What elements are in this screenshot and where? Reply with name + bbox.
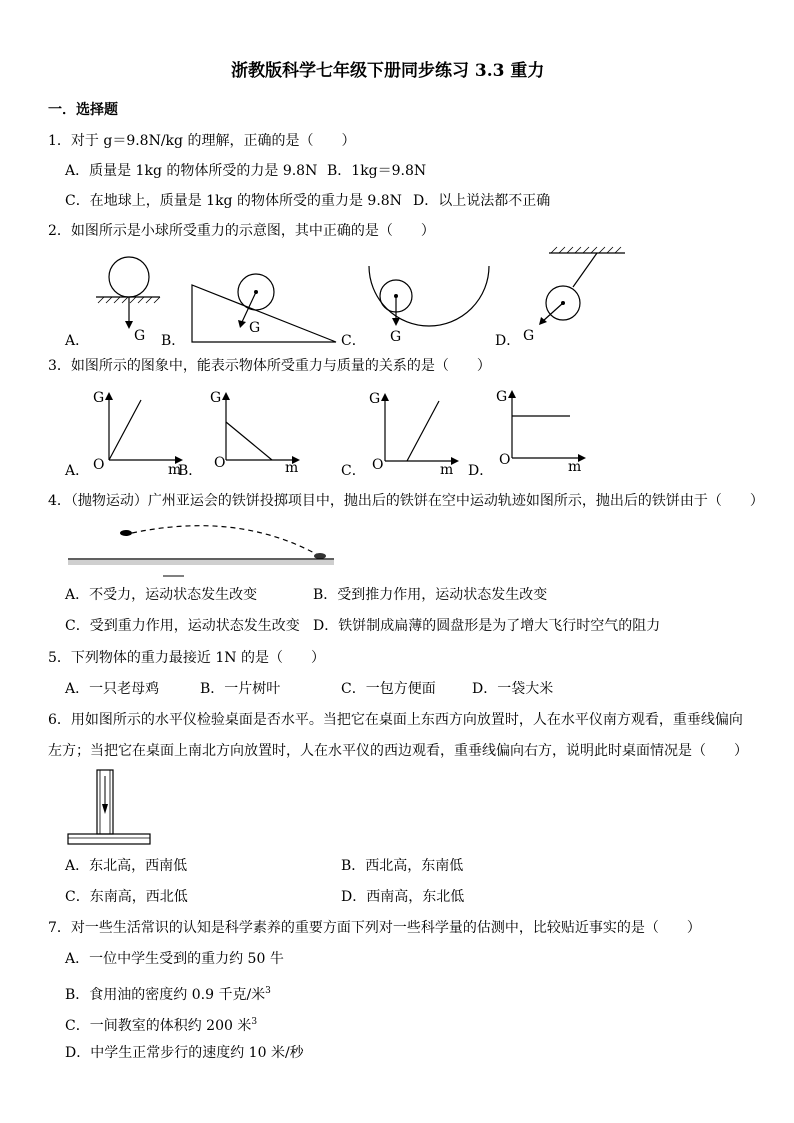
q7-option-b-text: B．食用油的密度约 0.9 千克/米 <box>65 987 266 1003</box>
discus-end <box>314 553 326 559</box>
q7-option-c-text: C．一间教室的体积约 200 米 <box>65 1018 252 1034</box>
q1-stem: 1．对于 g＝9.8N/kg 的理解，正确的是（ ） <box>48 133 356 149</box>
q3-m-c: m <box>440 462 454 478</box>
q1-option-d[interactable]: D．以上说法都不正确 <box>413 193 551 209</box>
q6-option-b[interactable]: B．西北高，东南低 <box>341 858 464 874</box>
q2-g-a: G <box>134 328 146 344</box>
q3-label-a[interactable]: A． <box>65 463 90 479</box>
q3-o-c: O <box>372 457 384 473</box>
q3-g-a: G <box>93 390 105 406</box>
q7-option-c[interactable] <box>65 1014 257 1034</box>
q3-graph-d <box>508 390 588 465</box>
q3-graph-b <box>222 392 302 467</box>
q2-label-d[interactable]: D． <box>495 333 521 349</box>
q3-graph-c <box>381 393 461 468</box>
graph-line <box>226 422 272 460</box>
incline <box>192 285 336 342</box>
q4-option-a[interactable]: A．不受力，运动状态发生改变 <box>65 587 258 603</box>
q7-option-a[interactable]: A．一位中学生受到的重力约 50 牛 <box>65 951 284 967</box>
q3-m-b: m <box>285 460 299 476</box>
q6-option-a[interactable]: A．东北高，西南低 <box>65 858 188 874</box>
graph-line <box>407 401 439 461</box>
q4-stem: 4．（抛物运动）广州亚运会的铁饼投掷项目中，抛出后的铁饼在空中运动轨迹如图所示，抛出后的铁饼由于（ ） <box>48 493 764 509</box>
q3-stem: 3．如图所示的图象中，能表示物体所受重力与质量的关系的是（ ） <box>48 358 491 374</box>
q3-m-a: m <box>168 462 182 478</box>
q3-g-c: G <box>369 391 381 407</box>
q2-label-b[interactable]: B． <box>161 333 186 349</box>
q3-m-d: m <box>568 459 582 475</box>
trajectory <box>132 526 318 555</box>
q5-option-c[interactable]: C．一包方便面 <box>341 681 436 697</box>
q3-graph-a <box>105 392 185 467</box>
q2-stem: 2．如图所示是小球所受重力的示意图，其中正确的是（ ） <box>48 223 435 239</box>
q2-label-c[interactable]: C． <box>341 333 366 349</box>
q2-g-b: G <box>249 320 261 336</box>
q6-option-c[interactable]: C．东南高，西北低 <box>65 889 188 905</box>
q2-figure-a <box>88 255 158 345</box>
q7-option-d[interactable]: D．中学生正常步行的速度约 10 米/秒 <box>65 1045 304 1061</box>
q1-option-b[interactable]: B．1kg＝9.8N <box>327 163 427 179</box>
graph-line <box>109 400 141 460</box>
ball <box>109 257 149 297</box>
q2-label-a[interactable]: A． <box>65 333 90 349</box>
q3-o-b: O <box>214 455 226 471</box>
q6-option-d[interactable]: D．西南高，东北低 <box>341 889 465 905</box>
q3-o-a: O <box>93 457 105 473</box>
q2-g-c: G <box>390 329 402 345</box>
q6-figure-level <box>66 768 156 848</box>
q1-option-c[interactable]: C．在地球上，质量是 1kg 的物体所受的重力是 9.8N <box>65 193 402 209</box>
page-title: 浙教版科学七年级下册同步练习 3.3 重力 <box>231 61 545 81</box>
q5-stem: 5．下列物体的重力最接近 1N 的是（ ） <box>48 650 325 666</box>
section-heading: 一．选择题 <box>48 102 118 118</box>
q3-label-d[interactable]: D． <box>468 463 494 479</box>
q3-o-d: O <box>499 452 511 468</box>
level-base <box>68 834 150 844</box>
q3-label-c[interactable]: C． <box>341 463 366 479</box>
bowl <box>369 266 489 326</box>
q4-option-d[interactable]: D．铁饼制成扁薄的圆盘形是为了增大飞行时空气的阻力 <box>313 618 661 634</box>
q1-option-a[interactable]: A．质量是 1kg 的物体所受的力是 9.8N <box>65 163 318 179</box>
q2-figure-d <box>525 247 635 337</box>
q6-stem-line2: 左方；当把它在桌面上南北方向放置时，人在水平仪的西边观看，重垂线偏向右方，说明此时桌面情况是（ ） <box>48 743 748 759</box>
q7-stem: 7．对一些生活常识的认知是科学素养的重要方面下列对一些科学量的估测中，比较贴近事实的是（ ） <box>48 920 701 936</box>
q3-label-b[interactable]: B． <box>178 463 203 479</box>
q7-option-b[interactable] <box>65 983 271 1003</box>
q7-option-c-sup: 3 <box>251 1017 258 1027</box>
q2-figure-c <box>365 262 495 342</box>
q3-g-d: G <box>496 389 508 405</box>
q4-figure-discus <box>68 525 338 580</box>
q7-option-b-sup: 3 <box>265 986 271 996</box>
q3-g-b: G <box>210 390 222 406</box>
q2-figure-b <box>190 270 340 345</box>
q4-option-b[interactable]: B．受到推力作用，运动状态发生改变 <box>313 587 548 603</box>
q5-option-b[interactable]: B．一片树叶 <box>200 681 281 697</box>
string <box>573 253 597 287</box>
q5-option-d[interactable]: D．一袋大米 <box>472 681 554 697</box>
q6-stem-line1: 6．用如图所示的水平仪检验桌面是否水平。当把它在桌面上东西方向放置时，人在水平仪南方观看，重垂线偏向 <box>48 712 743 728</box>
q4-option-c[interactable]: C．受到重力作用，运动状态发生改变 <box>65 618 300 634</box>
gravity-arrow <box>242 292 256 322</box>
q2-g-d: G <box>523 328 535 344</box>
q5-option-a[interactable]: A．一只老母鸡 <box>65 681 160 697</box>
discus-start <box>120 530 132 536</box>
